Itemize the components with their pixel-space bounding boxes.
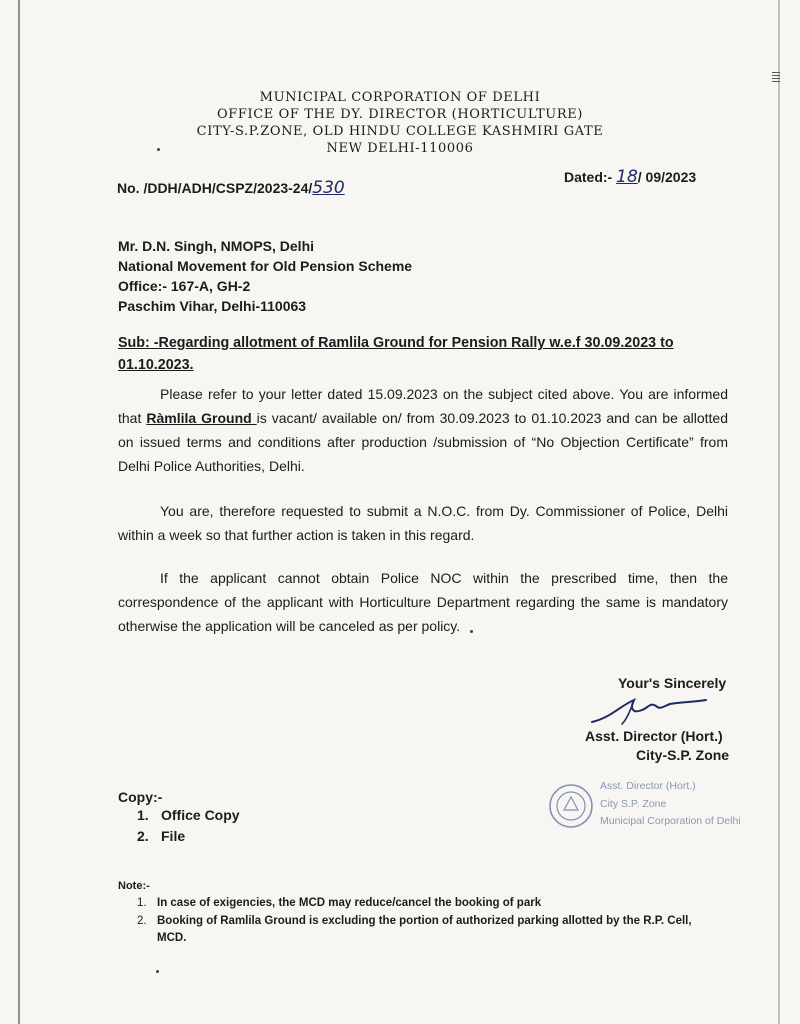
addressee-org: National Movement for Old Pension Scheme — [118, 258, 413, 274]
letter-date — [564, 167, 696, 187]
addressee-office: Office:- 167-A, GH-2 — [118, 278, 251, 294]
edge-mark — [772, 72, 780, 73]
copy-item — [137, 828, 185, 844]
mcd-seal-icon — [548, 783, 594, 829]
note-item-text: Booking of Ramlila Ground is excluding the portion of authorized parking allotted by the R.P. Cell, — [157, 915, 692, 927]
edge-mark — [772, 75, 780, 76]
reference-number — [117, 178, 345, 198]
stamp-zone: City S.P. Zone — [600, 798, 667, 810]
note-heading: Note:- — [118, 880, 150, 892]
note-item-text: In case of exigencies, the MCD may reduce/cancel the booking of park — [157, 897, 542, 909]
copy-item-number: 2. — [137, 828, 149, 844]
speck — [470, 630, 473, 633]
edge-mark — [772, 78, 780, 79]
speck — [157, 148, 160, 151]
speck — [156, 970, 159, 973]
stamp-designation: Asst. Director (Hort.) — [600, 780, 696, 792]
addressee-name: Mr. D.N. Singh, NMOPS, Delhi — [118, 238, 315, 254]
subject-line: Sub: -Regarding allotment of Ramlila Ground for Pension Rally w.e.f 30.09.2023 to 01.10.2023. — [118, 335, 674, 373]
header-city: NEW DELHI-110006 — [326, 141, 474, 156]
body-paragraph-1 — [118, 382, 728, 478]
header-office: OFFICE OF THE DY. DIRECTOR (HORTICULTURE) — [217, 107, 583, 122]
closing-salutation: Your's Sincerely — [618, 675, 727, 691]
signatory-zone: City-S.P. Zone — [636, 747, 730, 763]
p2-text: You are, therefore requested to submit a N.O.C. from Dy. Commissioner of Police, Delhi within a week so that further action is taken in this regard. — [118, 503, 728, 543]
date-label: Dated:- — [564, 169, 613, 185]
copy-item-text: File — [161, 828, 186, 844]
note-item-number: 2. — [137, 915, 147, 927]
reference-prefix: No. /DDH/ADH/CSPZ/2023-24/ — [117, 180, 313, 196]
copy-item-text: Office Copy — [161, 807, 240, 823]
reference-handwritten-number: 530 — [312, 178, 345, 198]
note-item — [137, 913, 737, 947]
copy-heading: Copy:- — [118, 789, 163, 805]
p1-ramlila-ground: Ràmlila Ground — [146, 410, 257, 426]
body-paragraph-2 — [118, 499, 728, 547]
copy-item-number: 1. — [137, 807, 149, 823]
note-item-continuation: MCD. — [157, 932, 187, 944]
header-address: CITY-S.P.ZONE, OLD HINDU COLLEGE KASHMIRI GATE — [196, 124, 604, 139]
note-item — [137, 895, 737, 912]
p1-text-a: Please refer to your letter dated 15.09.2023 on the subject cited above. You are informed that — [118, 386, 728, 426]
date-rest: / 09/2023 — [637, 169, 697, 185]
edge-mark — [772, 81, 780, 82]
p3-text: If the applicant cannot obtain Police NOC within the prescribed time, then the correspondence of the applicant with Horticulture Department regarding the same is mandatory otherwise the application will be canceled as per policy. — [118, 570, 728, 634]
body-paragraph-3 — [118, 566, 728, 638]
p1-text-b: is vacant/ available on/ from 30.09.2023 to 01.10.2023 and can be allotted on issued terms and conditions after production /submission of “No Objection Certificate” from Delhi Police Authorities, Delhi. — [118, 410, 728, 474]
signatory-designation: Asst. Director (Hort.) — [585, 728, 723, 744]
header-org: MUNICIPAL CORPORATION OF DELHI — [259, 90, 541, 105]
note-item-number: 1. — [137, 897, 147, 909]
signature-image — [590, 692, 710, 728]
stamp-org: Municipal Corporation of Delhi — [600, 815, 741, 827]
date-handwritten-day: 18 — [616, 167, 638, 187]
copy-item — [137, 807, 240, 823]
addressee-locality: Paschim Vihar, Delhi-110063 — [118, 298, 307, 314]
